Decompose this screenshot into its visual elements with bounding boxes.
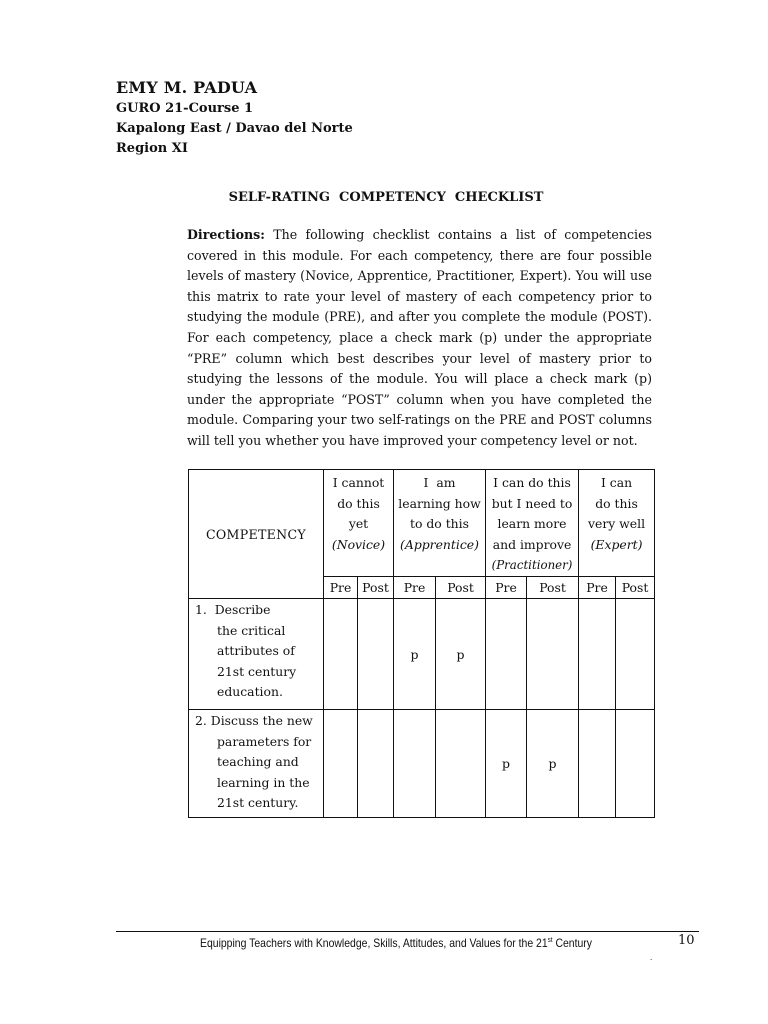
sub-header-post: Post <box>358 577 394 599</box>
table-row <box>189 599 655 710</box>
check-cell: p <box>486 710 527 818</box>
check-cell <box>579 710 616 818</box>
location-line: Kapalong East / Davao del Norte <box>116 121 353 136</box>
course-line: GURO 21-Course 1 <box>116 101 254 116</box>
check-cell <box>358 599 394 710</box>
check-cell <box>324 710 358 818</box>
check-cell: p <box>527 710 579 818</box>
footer-dot: . <box>650 954 653 962</box>
page-number: 10 <box>678 933 695 948</box>
sub-header-pre: Pre <box>486 577 527 599</box>
check-cell <box>324 599 358 710</box>
check-cell <box>527 599 579 710</box>
check-cell <box>436 710 486 818</box>
check-cell: p <box>394 599 436 710</box>
sub-header-pre: Pre <box>324 577 358 599</box>
footer-divider <box>116 931 699 932</box>
level-practitioner-header: I can do this but I need to learn more and improve (Practitioner) <box>486 470 579 577</box>
check-cell: p <box>436 599 486 710</box>
check-cell <box>579 599 616 710</box>
region-line: Region XI <box>116 141 188 156</box>
level-apprentice-header: I am learning how to do this (Apprentice) <box>394 470 486 577</box>
author-name: EMY M. PADUA <box>116 78 258 97</box>
sub-header-post: Post <box>436 577 486 599</box>
check-cell <box>394 710 436 818</box>
competency-checklist-table <box>188 469 655 818</box>
sub-header-post: Post <box>527 577 579 599</box>
level-expert-header: I can do this very well (Expert) <box>579 470 655 577</box>
author-header <box>116 78 353 161</box>
document-title: SELF-RATING COMPETENCY CHECKLIST <box>228 190 544 205</box>
sub-header-pre: Pre <box>579 577 616 599</box>
footer-text: Equipping Teachers with Knowledge, Skills, Attitudes, and Values for the 21st Century <box>200 937 593 950</box>
directions-label: Directions: <box>187 227 265 242</box>
table-row <box>189 710 655 818</box>
sub-header-post: Post <box>616 577 655 599</box>
check-cell <box>358 710 394 818</box>
sub-header-pre: Pre <box>394 577 436 599</box>
competency-header: COMPETENCY <box>189 470 324 599</box>
directions-paragraph <box>187 225 652 452</box>
check-cell <box>616 710 655 818</box>
directions-text: The following checklist contains a list of competencies covered in this module. For each competency, there are four possible levels of mastery (Novice, Apprentice, Practitioner, Expert). You will use this matrix to rate your level of mastery of each competency prior to studying the module (PRE), and after you complete the module (POST). For each competency, place a check mark (p) under the appropriate “PRE” column which best describes your level of mastery prior to studying the lessons of the module. You will place a check mark (p) under the appropriate “POST” column when you have completed the module. Comparing your two self-ratings on the PRE and POST columns will tell you whether you have improved your competency level or not. <box>187 227 652 448</box>
check-cell <box>616 599 655 710</box>
competency-cell: 1. Describe the critical attributes of 21st century education. <box>189 599 324 710</box>
check-cell <box>486 599 527 710</box>
competency-cell: 2. Discuss the new parameters for teaching and learning in the 21st century. <box>189 710 324 818</box>
level-novice-header: I cannot do this yet (Novice) <box>324 470 394 577</box>
